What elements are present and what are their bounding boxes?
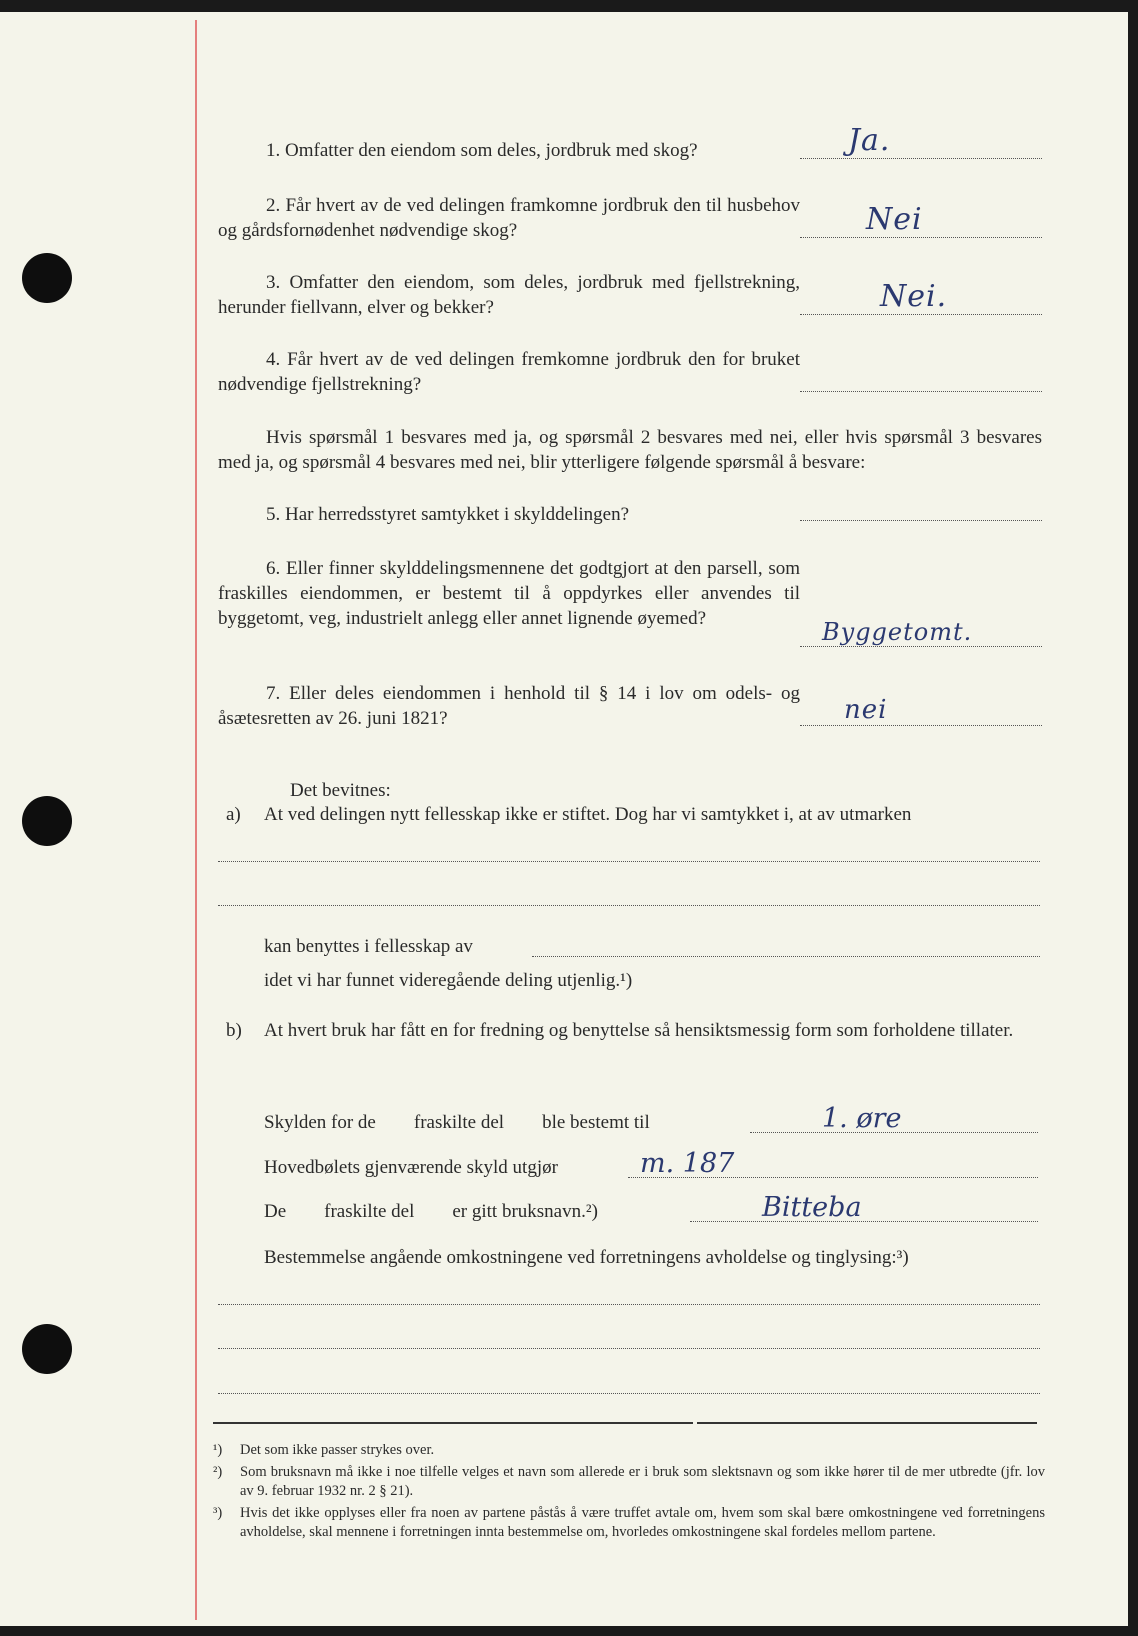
question-5	[218, 502, 800, 527]
blank-line	[218, 1392, 1040, 1394]
item-b-text: At hvert bruk har fått en for fredning og benyttelse så hensiktsmessig form som forholdene tillater.	[264, 1020, 1014, 1041]
blank-line	[218, 1347, 1040, 1349]
handwritten-value: Bitteba	[762, 1192, 862, 1223]
question-6	[218, 556, 800, 631]
handwritten-answer: Nei	[866, 202, 923, 237]
footnote-3: ³) Hvis det ikke opplyses eller fra noen av partene påstås å være truffet avtale om, hvem som skal bære omkostningene ved forretningens avholdelse, skal mennene i forretningen innta bestemmelse om, hvorledes omkostningene skal fordeles mellom partene.	[213, 1505, 1045, 1540]
question-number: 3.	[266, 272, 281, 293]
question-number: 6.	[266, 558, 281, 579]
question-text: Eller finner skylddelingsmennene det godtgjort at den parsell, som fraskilles eiendommen, er bestemt til å oppdyrkes eller anvendes til byggetomt, veg, industrielt anlegg eller annet lignende øyemed?	[218, 558, 801, 629]
binder-hole	[22, 1324, 72, 1374]
navn-field	[690, 1192, 1038, 1223]
hoved-field	[628, 1148, 1038, 1179]
cost-label: Bestemmelse angående omkostningene ved forretningens avholdelse og tinglysing:³)	[264, 1247, 909, 1268]
hoved-label: Hovedbølets gjenværende skyld utgjør	[264, 1157, 558, 1178]
answer-4	[800, 367, 1042, 392]
question-text: Får hvert av de ved delingen fremkomne jordbruk den for bruket nødvendige fjellstrekning?	[218, 349, 801, 395]
skyld-label: Skylden for de fraskilte del ble bestemt til	[264, 1112, 650, 1133]
conditional-instruction: Hvis spørsmål 1 besvares med ja, og spørsmål 2 besvares med nei, eller hvis spørsmål 3 besvares med ja, og spørsmål 4 besvares med nei, blir ytterligere følgende spørsmål å besvare:	[218, 427, 1042, 473]
question-text: Omfatter den eiendom som deles, jordbruk med skog?	[285, 140, 698, 161]
attest-heading: Det bevitnes:	[290, 780, 391, 801]
answer-1	[800, 123, 1042, 159]
footnote-rule	[697, 1422, 1037, 1424]
answer-7	[800, 695, 1042, 726]
handwritten-answer: Nei.	[880, 279, 948, 314]
scan-edge-bottom	[0, 1626, 1138, 1636]
handwritten-value: m. 187	[640, 1148, 735, 1179]
question-text: Omfatter den eiendom, som deles, jordbruk med fjellstrekning, herunder fiellvann, elver og bekker?	[218, 272, 801, 318]
question-number: 1.	[266, 140, 281, 161]
blank-line	[218, 1303, 1040, 1305]
item-a-text: At ved delingen nytt fellesskap ikke er stiftet. Dog har vi samtykket i, at av utmarken	[264, 804, 912, 825]
handwritten-answer: nei	[844, 695, 888, 725]
footnote-2: ²) Som bruksnavn må ikke i noe tilfelle velges et navn som allerede er i bruk som slektsnavn og som ikke hører til de mer utbredte (jfr. lov av 9. februar 1932 nr. 2 § 21).	[213, 1464, 1045, 1499]
question-text: Har herredsstyret samtykket i skylddelingen?	[285, 504, 630, 525]
handwritten-value: 1. øre	[822, 1103, 902, 1134]
blank-line	[218, 904, 1040, 906]
footnote-rule	[213, 1422, 693, 1424]
question-number: 7.	[266, 683, 281, 704]
answer-3	[800, 279, 1042, 315]
item-a-marker: a)	[226, 804, 241, 825]
question-2	[218, 193, 800, 243]
answer-6	[800, 618, 1042, 647]
scan-edge-right	[1128, 0, 1138, 1636]
navn-label: De fraskilte del er gitt bruksnavn.²)	[264, 1201, 598, 1222]
item-b-marker: b)	[226, 1020, 242, 1041]
blank-line	[218, 860, 1040, 862]
binder-hole	[22, 796, 72, 846]
shared-use-field	[532, 932, 1040, 957]
handwritten-answer: Ja.	[848, 123, 891, 158]
answer-5	[800, 496, 1042, 521]
scan-edge-top	[0, 0, 1138, 12]
question-7	[218, 681, 800, 731]
finding-text: idet vi har funnet videregående deling utjenlig.¹)	[264, 970, 633, 991]
question-number: 2.	[266, 195, 281, 216]
skyld-field	[750, 1103, 1038, 1134]
question-4	[218, 347, 800, 397]
handwritten-answer: Byggetomt.	[822, 618, 973, 646]
shared-use-label: kan benyttes i fellesskap av	[264, 936, 473, 957]
margin-rule	[195, 20, 197, 1620]
footnote-1: ¹) Det som ikke passer strykes over.	[213, 1442, 435, 1458]
question-number: 5.	[266, 504, 281, 525]
question-text: Får hvert av de ved delingen framkomne jordbruk den til husbehov og gårdsfornødenhet nødvendige skog?	[218, 195, 800, 241]
question-1	[218, 138, 800, 163]
question-text: Eller deles eiendommen i henhold til § 14 i lov om odels- og åsætesretten av 26. juni 1821?	[218, 683, 800, 729]
question-number: 4.	[266, 349, 281, 370]
answer-2	[800, 202, 1042, 238]
question-3	[218, 270, 800, 320]
binder-hole	[22, 253, 72, 303]
